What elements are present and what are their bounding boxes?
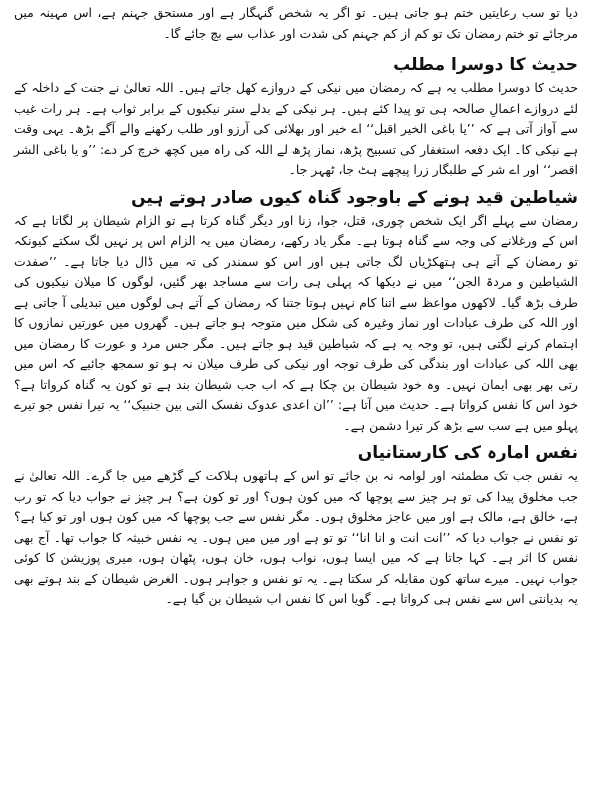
section-heading: شیاطین قید ہونے کے باوجود گناہ کیوں صادر ہوتے ہیں bbox=[131, 187, 578, 208]
body-paragraph: دیا تو سب رعایتیں ختم ہو جاتی ہیں۔ تو اگر یہ شخص گنہگار ہے اور مستحق جہنم ہے، اس مہینہ میں مرجائے تو ختم رمضان تک تو کم از کم جہنم کی شدت اور عذاب سے بچ جائے گا۔ bbox=[14, 5, 578, 41]
body-paragraph: رمضان سے پہلے اگر ایک شخص چوری، قتل، جوا، زنا اور دیگر گناہ کرتا ہے تو الزام شیطان پر لگاتا ہے کہ اس کے ورغلانے کی وجہ سے گناہ ہوتا ہے۔ مگر یاد رکھے، رمضان میں یہ الزام اس پر نہیں لگ سکتے کیونکہ تو رمضان کے آتے ہی ہتھکڑیاں لگ جاتی ہیں اور اس کو سمندر کی تہ میں ڈال دیا جاتا ہے۔ ’’صفدت الشیاطین و مردۃ الجن‘‘ میں نے دیکھا کہ پہلی ہی رات سے مساجد بھر گئیں، لوگوں کا میلان نیکیوں کی طرف بڑھ گیا۔ لاکھوں مواعظ سے اتنا کام نہیں ہوتا جتنا کہ رمضان کے آتے ہی لوگوں میں تبدیلی آ جاتی ہے اور اللہ کی طرف عبادات اور نماز وغیرہ کی شکل میں متوجہ ہو جاتے ہیں۔ گھروں میں عورتیں نمازوں کا اہتمام کرنے لگتی ہیں، تو وجہ یہ ہے کہ شیاطین قید ہو جاتے ہیں۔ مگر جس مرد و عورت کا رمضان میں بھی اللہ کی عبادات اور بندگی کی طرف توجہ اور نیکی کی طرف میلان نہ ہو تو سمجھ جائیے کہ اس میں رتی بھر بھی ایمان نہیں۔ وہ خود شیطان بن چکا ہے کہ اب جب شیطان بند ہے تو کون یہ گناہ کرواتا ہے؟ خود اس کا نفس کرواتا ہے۔ حدیث میں آتا ہے: ’’ان اعدی عدوک نفسک التی بین جنبیک‘‘ یہ تیرا نفس جو تیرے پہلو میں ہے سب سے بڑھ کر تیرا دشمن ہے۔ bbox=[14, 212, 578, 433]
section-heading: نفس امارہ کی کارستانیاں bbox=[357, 443, 578, 463]
body-paragraph: یہ نفس جب تک مطمئنہ اور لوامہ نہ بن جائے تو اس کے ہاتھوں ہلاکت کے گڑھے میں جا گرے۔ اللہ تعالیٰ نے جب مخلوق پیدا کی تو ہر چیز سے پوچھا کہ میں کون ہوں؟ اور تو کون ہے؟ ہر چیز نے جواب دیا کہ تو رب ہے، خالق ہے، مالک ہے اور میں عاجز مخلوق ہوں۔ مگر نفس سے جب پوچھا کہ میں کون ہوں اور تو کیا ہے؟ تو نفس نے جواب دیا کہ ’’انت انت و انا انا‘‘ تو تو ہے اور میں میں ہوں۔ یہ نفس خبیثہ کا جواب تھا۔ آج بھی نفس کا اثر ہے۔ کہا جاتا ہے کہ میں ایسا ہوں، نواب ہوں، خان ہوں، پٹھان ہوں، میری پوزیشن کا کوئی جواب نہیں۔ میرے ساتھ کون مقابلہ کر سکتا ہے۔ یہ تو نفس و جواہر ہوں۔ الغرض شیطان کے بند ہوتے بھی یہ بدیانتی اس سے نفس ہی کرواتا ہے۔ گویا اس کا نفس اب شیطان بن گیا ہے۔ bbox=[14, 468, 578, 606]
nafs-ammara-section bbox=[14, 442, 578, 610]
intro-section bbox=[14, 3, 578, 44]
hadith-second-meaning-section bbox=[14, 54, 578, 181]
shayateen-section bbox=[14, 187, 578, 437]
section-heading: حدیث کا دوسرا مطلب bbox=[393, 55, 578, 75]
body-paragraph: حدیث کا دوسرا مطلب یہ ہے کہ رمضان میں نیکی کے دروازے کھل جاتے ہیں۔ اللہ تعالیٰ نے جنت کے داخلہ کے لئے دروازے اعمالِ صالحہ ہی تو پیدا کئے ہیں۔ ہر نیکی کے بدلے ستر نیکیوں کے برابر ثواب ہے۔ ہر رات غیب سے آواز آتی ہے کہ ’’یا باغی الخیر اقبل‘‘ اے خیر اور بھلائی کی آرزو اور طلب رکھنے والے آگے بڑھ۔ یہی وقت ہے نیکی کا۔ ایک دفعہ استغفار کی تسبیح پڑھ، نماز پڑھ لے اللہ کی راہ میں کچھ خرچ کر دے: ’’و یا باغی الشر اقصر‘‘ اور اے شر کے طلبگار زرا پیچھے ہٹ جا، ٹھہر جا۔ bbox=[14, 80, 578, 177]
